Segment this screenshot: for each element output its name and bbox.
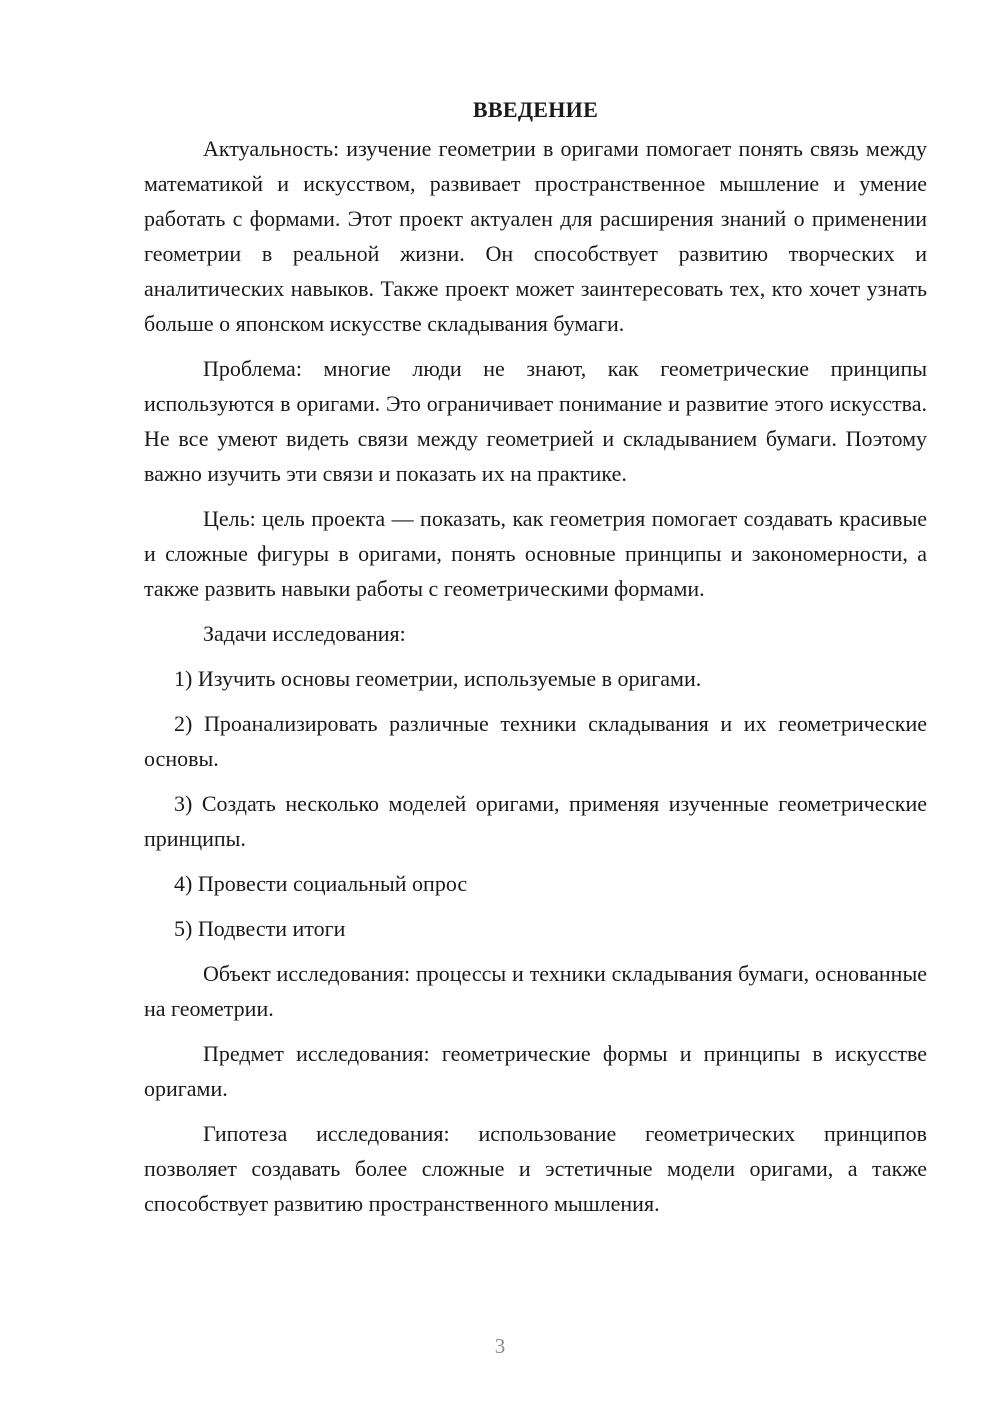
hypothesis-paragraph: Гипотеза исследования: использование геометрических принципов позволяет создавать более сложные и эстетичные модели оригами, а также способствует развитию пространственного мышления. [144,1121,927,1216]
task-item: 3) Создать несколько моделей оригами, применяя изученные геометрические принципы. [144,791,927,851]
section-heading: ВВЕДЕНИЕ [472,97,599,122]
task-item: 2) Проанализировать различные техники складывания и их геометрические основы. [144,711,927,771]
goal-paragraph: Цель: цель проекта — показать, как геометрия помогает создавать красивые и сложные фигуры в оригами, понять основные принципы и закономерности, а также развить навыки работы с геометрическими формами. [144,506,927,601]
subject-paragraph: Предмет исследования: геометрические формы и принципы в искусстве оригами. [144,1041,927,1101]
document-page [144,92,927,1231]
task-item: 5) Подвести итоги [174,916,346,941]
tasks-list [144,661,927,946]
page-number: 3 [494,1334,506,1358]
problem-paragraph: Проблема: многие люди не знают, как геометрические принципы используются в оригами. Это ограничивает понимание и развитие этого искусства. Не все умеют видеть связи между геометрией и складыванием бумаги. Поэтому важно изучить эти связи и показать их на практике. [144,356,927,486]
relevance-paragraph: Актуальность: изучение геометрии в оригами помогает понять связь между математикой и искусством, развивает пространственное мышление и умение работать с формами. Этот проект актуален для расширения знаний о применении геометрии в реальной жизни. Он способствует развитию творческих и аналитических навыков. Также проект может заинтересовать тех, кто хочет узнать больше о японском искусстве складывания бумаги. [144,136,927,336]
task-item: 1) Изучить основы геометрии, используемые в оригами. [174,666,702,691]
object-paragraph: Объект исследования: процессы и техники складывания бумаги, основанные на геометрии. [144,961,927,1021]
tasks-title: Задачи исследования: [203,621,406,646]
task-item: 4) Провести социальный опрос [174,871,468,896]
